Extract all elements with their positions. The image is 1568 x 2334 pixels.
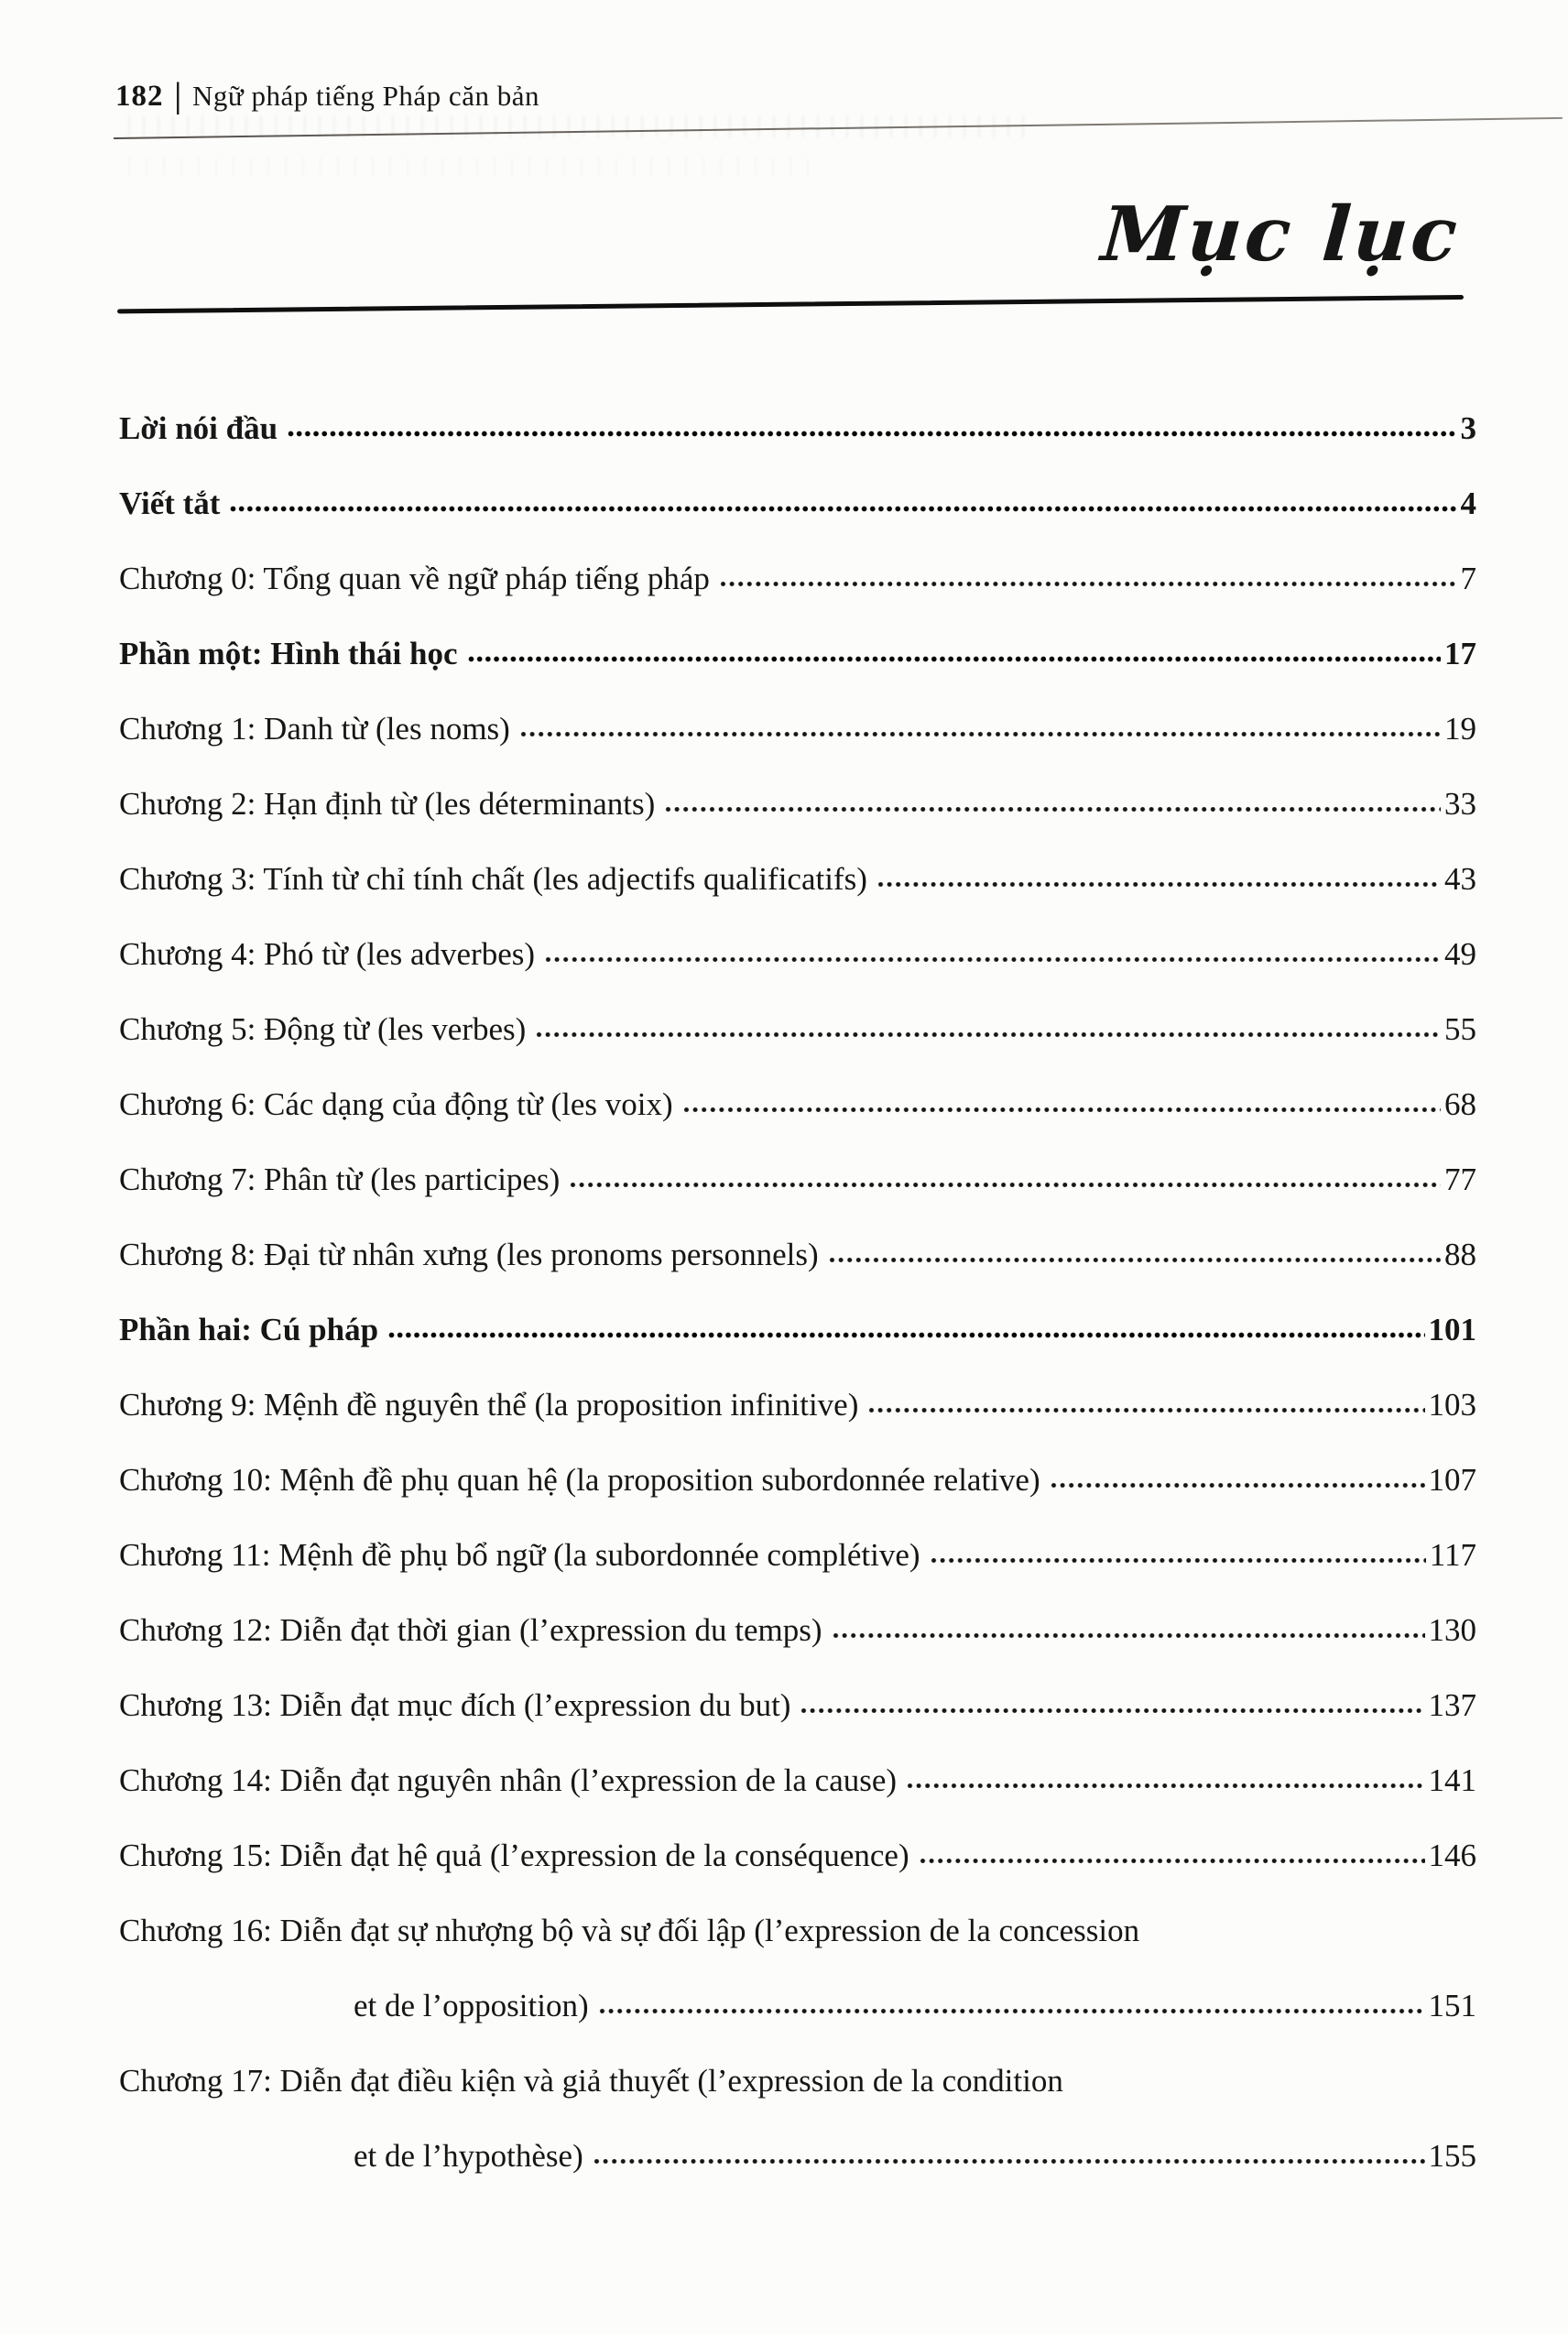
toc-dot-leader [535,1030,1441,1040]
toc-entry-title: Chương 14: Diễn đạt nguyên nhân (l’expression de la cause) [119,1762,898,1798]
toc-dot-leader [569,1180,1441,1190]
toc-entry-title: Phần một: Hình thái học [119,636,458,671]
toc-dot-leader [229,504,1456,514]
toc-entry-title: Chương 7: Phân từ (les participes) [119,1162,561,1197]
toc-page-number: 103 [1428,1387,1476,1423]
toc-page-number: 33 [1444,786,1476,822]
toc-dot-leader [828,1255,1441,1265]
toc-dot-leader [598,2006,1425,2016]
toc-entry [119,1011,1476,1086]
toc-entry [119,711,1476,786]
toc-entry [119,1537,1476,1612]
toc-entry [119,1312,1476,1387]
toc-page-number: 155 [1428,2138,1476,2174]
toc-page-number: 3 [1460,410,1476,446]
toc-entry [119,561,1476,636]
toc-entry [119,2138,1476,2213]
toc-page-number: 107 [1428,1462,1476,1498]
toc-page-number: 146 [1428,1838,1476,1873]
toc-page-number: 7 [1460,561,1476,596]
toc-dot-leader [682,1105,1441,1115]
toc-dot-leader [287,429,1456,439]
toc-dot-leader [867,1405,1424,1415]
toc-entry-title: Chương 12: Diễn đạt thời gian (l’expression du temps) [119,1612,822,1648]
toc-entry [119,1237,1476,1312]
toc-entry-title: Chương 2: Hạn định từ (les déterminants) [119,786,656,822]
toc-page-number: 141 [1428,1762,1476,1798]
toc-entry [119,1838,1476,1913]
toc-page-number: 88 [1444,1237,1476,1272]
toc-entry-title: Chương 1: Danh từ (les noms) [119,711,510,747]
toc-entry [119,636,1476,711]
table-of-contents [119,410,1476,2213]
toc-page-number: 4 [1460,485,1476,521]
toc-entry-title: Chương 9: Mệnh đề nguyên thể (la proposition infinitive) [119,1387,859,1423]
toc-entry [119,1612,1476,1687]
header-book-title: Ngữ pháp tiếng Pháp căn bản [192,80,539,112]
toc-entry-title: Chương 13: Diễn đạt mục đích (l’expression du but) [119,1687,791,1723]
toc-page-number: 19 [1444,711,1476,747]
toc-entry [119,1762,1476,1838]
toc-entry [119,936,1476,1011]
toc-entry [119,1162,1476,1237]
toc-page-number: 137 [1428,1687,1476,1723]
toc-page-number: 117 [1429,1537,1476,1573]
toc-entry-title: Chương 10: Mệnh đề phụ quan hệ (la proposition subordonnée relative) [119,1462,1040,1498]
toc-page-number: 55 [1444,1011,1476,1047]
toc-entry [119,861,1476,936]
toc-entry [119,485,1476,561]
toc-entry-title: Lời nói đầu [119,410,278,446]
toc-dot-leader [919,1856,1425,1866]
toc-page-number: 49 [1444,936,1476,972]
toc-dot-leader [467,654,1442,664]
toc-dot-leader [930,1555,1426,1565]
toc-entry-title: et de l’hypothèse) [354,2138,583,2174]
toc-dot-leader [1050,1480,1425,1490]
toc-page-number: 43 [1444,861,1476,897]
toc-entry-title: Chương 16: Diễn đạt sự nhượng bộ và sự đối lập (l’expression de la concession [119,1913,1140,1948]
toc-page-number: 130 [1428,1612,1476,1648]
header-page-number: 182 [115,80,164,113]
toc-page-number: 151 [1428,1988,1476,2023]
toc-entry [119,1988,1476,2063]
toc-entry [119,1387,1476,1462]
toc-entry-title: Chương 8: Đại từ nhân xưng (les pronoms personnels) [119,1237,819,1272]
toc-dot-leader [800,1706,1424,1716]
toc-dot-leader [877,879,1441,889]
toc-dot-leader [906,1781,1424,1791]
page-title: Mục lục [1099,191,1464,278]
toc-entry [119,786,1476,861]
toc-dot-leader [719,579,1457,589]
toc-page-number: 77 [1444,1162,1476,1197]
toc-entry-title: Chương 3: Tính từ chỉ tính chất (les adjectifs qualificatifs) [119,861,867,897]
scan-bleedthrough-smudge [128,158,824,176]
toc-page-number: 68 [1444,1086,1476,1122]
toc-dot-leader [832,1631,1425,1641]
toc-entry [119,1687,1476,1762]
toc-entry-title: Chương 4: Phó từ (les adverbes) [119,936,536,972]
header-divider-line [114,117,1563,139]
toc-entry-title: Viết tắt [119,485,221,521]
toc-entry [119,1086,1476,1162]
running-header [115,76,539,115]
toc-dot-leader [593,2156,1425,2166]
toc-entry-title: Chương 15: Diễn đạt hệ quả (l’expression de la conséquence) [119,1838,909,1873]
toc-entry-title: et de l’opposition) [354,1988,589,2023]
toc-entry [119,1913,1476,1988]
toc-dot-leader [544,954,1441,965]
toc-entry [119,410,1476,485]
toc-entry-title: Phần hai: Cú pháp [119,1312,379,1347]
toc-entry-title: Chương 11: Mệnh đề phụ bổ ngữ (la subordonnée complétive) [119,1537,920,1573]
toc-dot-leader [664,804,1441,814]
toc-entry-title: Chương 6: Các dạng của động từ (les voix) [119,1086,673,1122]
toc-page-number: 17 [1444,636,1476,671]
toc-entry [119,1462,1476,1537]
header-separator: | [174,76,181,115]
toc-entry [119,2063,1476,2138]
title-underline [117,295,1464,313]
toc-entry-title: Chương 5: Động từ (les verbes) [119,1011,527,1047]
toc-dot-leader [387,1330,1424,1340]
toc-entry-title: Chương 17: Diễn đạt điều kiện và giả thuyết (l’expression de la condition [119,2063,1063,2099]
toc-page-number: 101 [1428,1312,1476,1347]
toc-dot-leader [519,729,1441,739]
toc-entry-title: Chương 0: Tổng quan về ngữ pháp tiếng pháp [119,561,710,596]
